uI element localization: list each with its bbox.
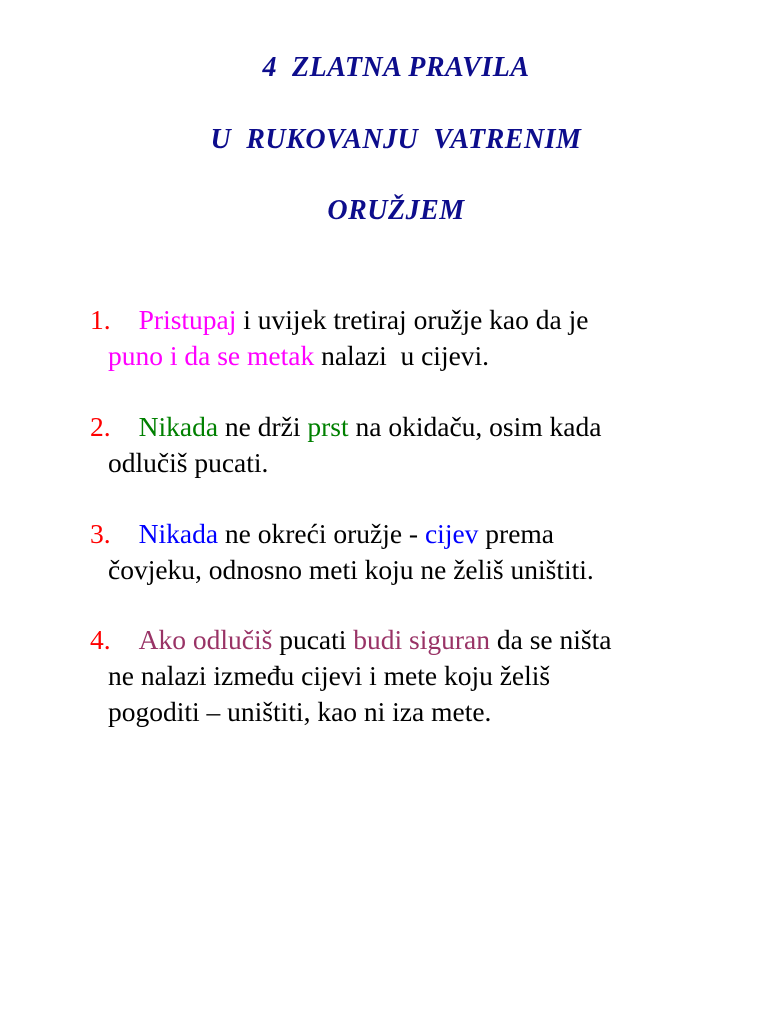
rule-text-segment: prst	[307, 411, 349, 442]
rule-text-segment: ne drži	[218, 411, 308, 442]
rule-text-segment: i uvijek tretiraj oružje kao da je	[236, 304, 589, 335]
rule-text-segment: čovjeku, odnosno meti koju ne želiš uništiti.	[108, 554, 594, 585]
rule-text-segment: odlučiš pucati.	[108, 447, 269, 478]
rule-item-3	[90, 516, 730, 588]
rule-text-segment: na okidaču, osim kada	[348, 411, 602, 442]
rule-text-segment: Nikada	[138, 518, 219, 549]
rule-text-segment: ne nalazi između cijevi i mete koju želiš	[108, 660, 551, 691]
rule-text-segment: Pristupaj	[138, 304, 237, 335]
title-line-2: U RUKOVANJU VATRENIM	[210, 124, 582, 155]
rule-text-segment: da se ništa	[490, 624, 612, 655]
rule-text-segment: Nikada	[138, 411, 219, 442]
rule-item-4	[90, 622, 730, 730]
rule-number: 4.	[90, 624, 111, 655]
rule-text-segment: ne okreći oružje -	[218, 518, 425, 549]
rule-number: 3.	[90, 518, 111, 549]
rule-item-1	[90, 302, 730, 374]
rule-2-line-1	[90, 409, 730, 445]
rule-text-segment: puno i da se metak	[108, 340, 315, 371]
rule-1-line-2	[90, 338, 730, 374]
rule-text-segment: nalazi u cijevi.	[314, 340, 490, 371]
rule-2-line-2	[90, 445, 730, 481]
rule-text-segment: budi siguran	[353, 624, 490, 655]
rule-1-line-1	[90, 302, 730, 338]
rule-item-2	[90, 409, 730, 481]
rule-text-segment: pucati	[272, 624, 354, 655]
title-line-3: ORUŽJEM	[327, 195, 465, 226]
rule-text-segment: cijev	[424, 518, 479, 549]
title-line-1: 4 ZLATNA PRAVILA	[262, 52, 530, 83]
rule-3-line-1	[90, 516, 730, 552]
rule-text-segment: Ako odlučiš	[138, 624, 273, 655]
rule-3-line-2	[90, 552, 730, 588]
rule-number: 1.	[90, 304, 111, 335]
rule-text-segment: pogoditi – uništiti, kao ni iza mete.	[108, 696, 492, 727]
rule-4-line-3	[90, 694, 730, 730]
rule-4-line-2	[90, 658, 730, 694]
rule-text-segment: prema	[478, 518, 555, 549]
rule-4-line-1	[90, 622, 730, 658]
rule-number: 2.	[90, 411, 111, 442]
